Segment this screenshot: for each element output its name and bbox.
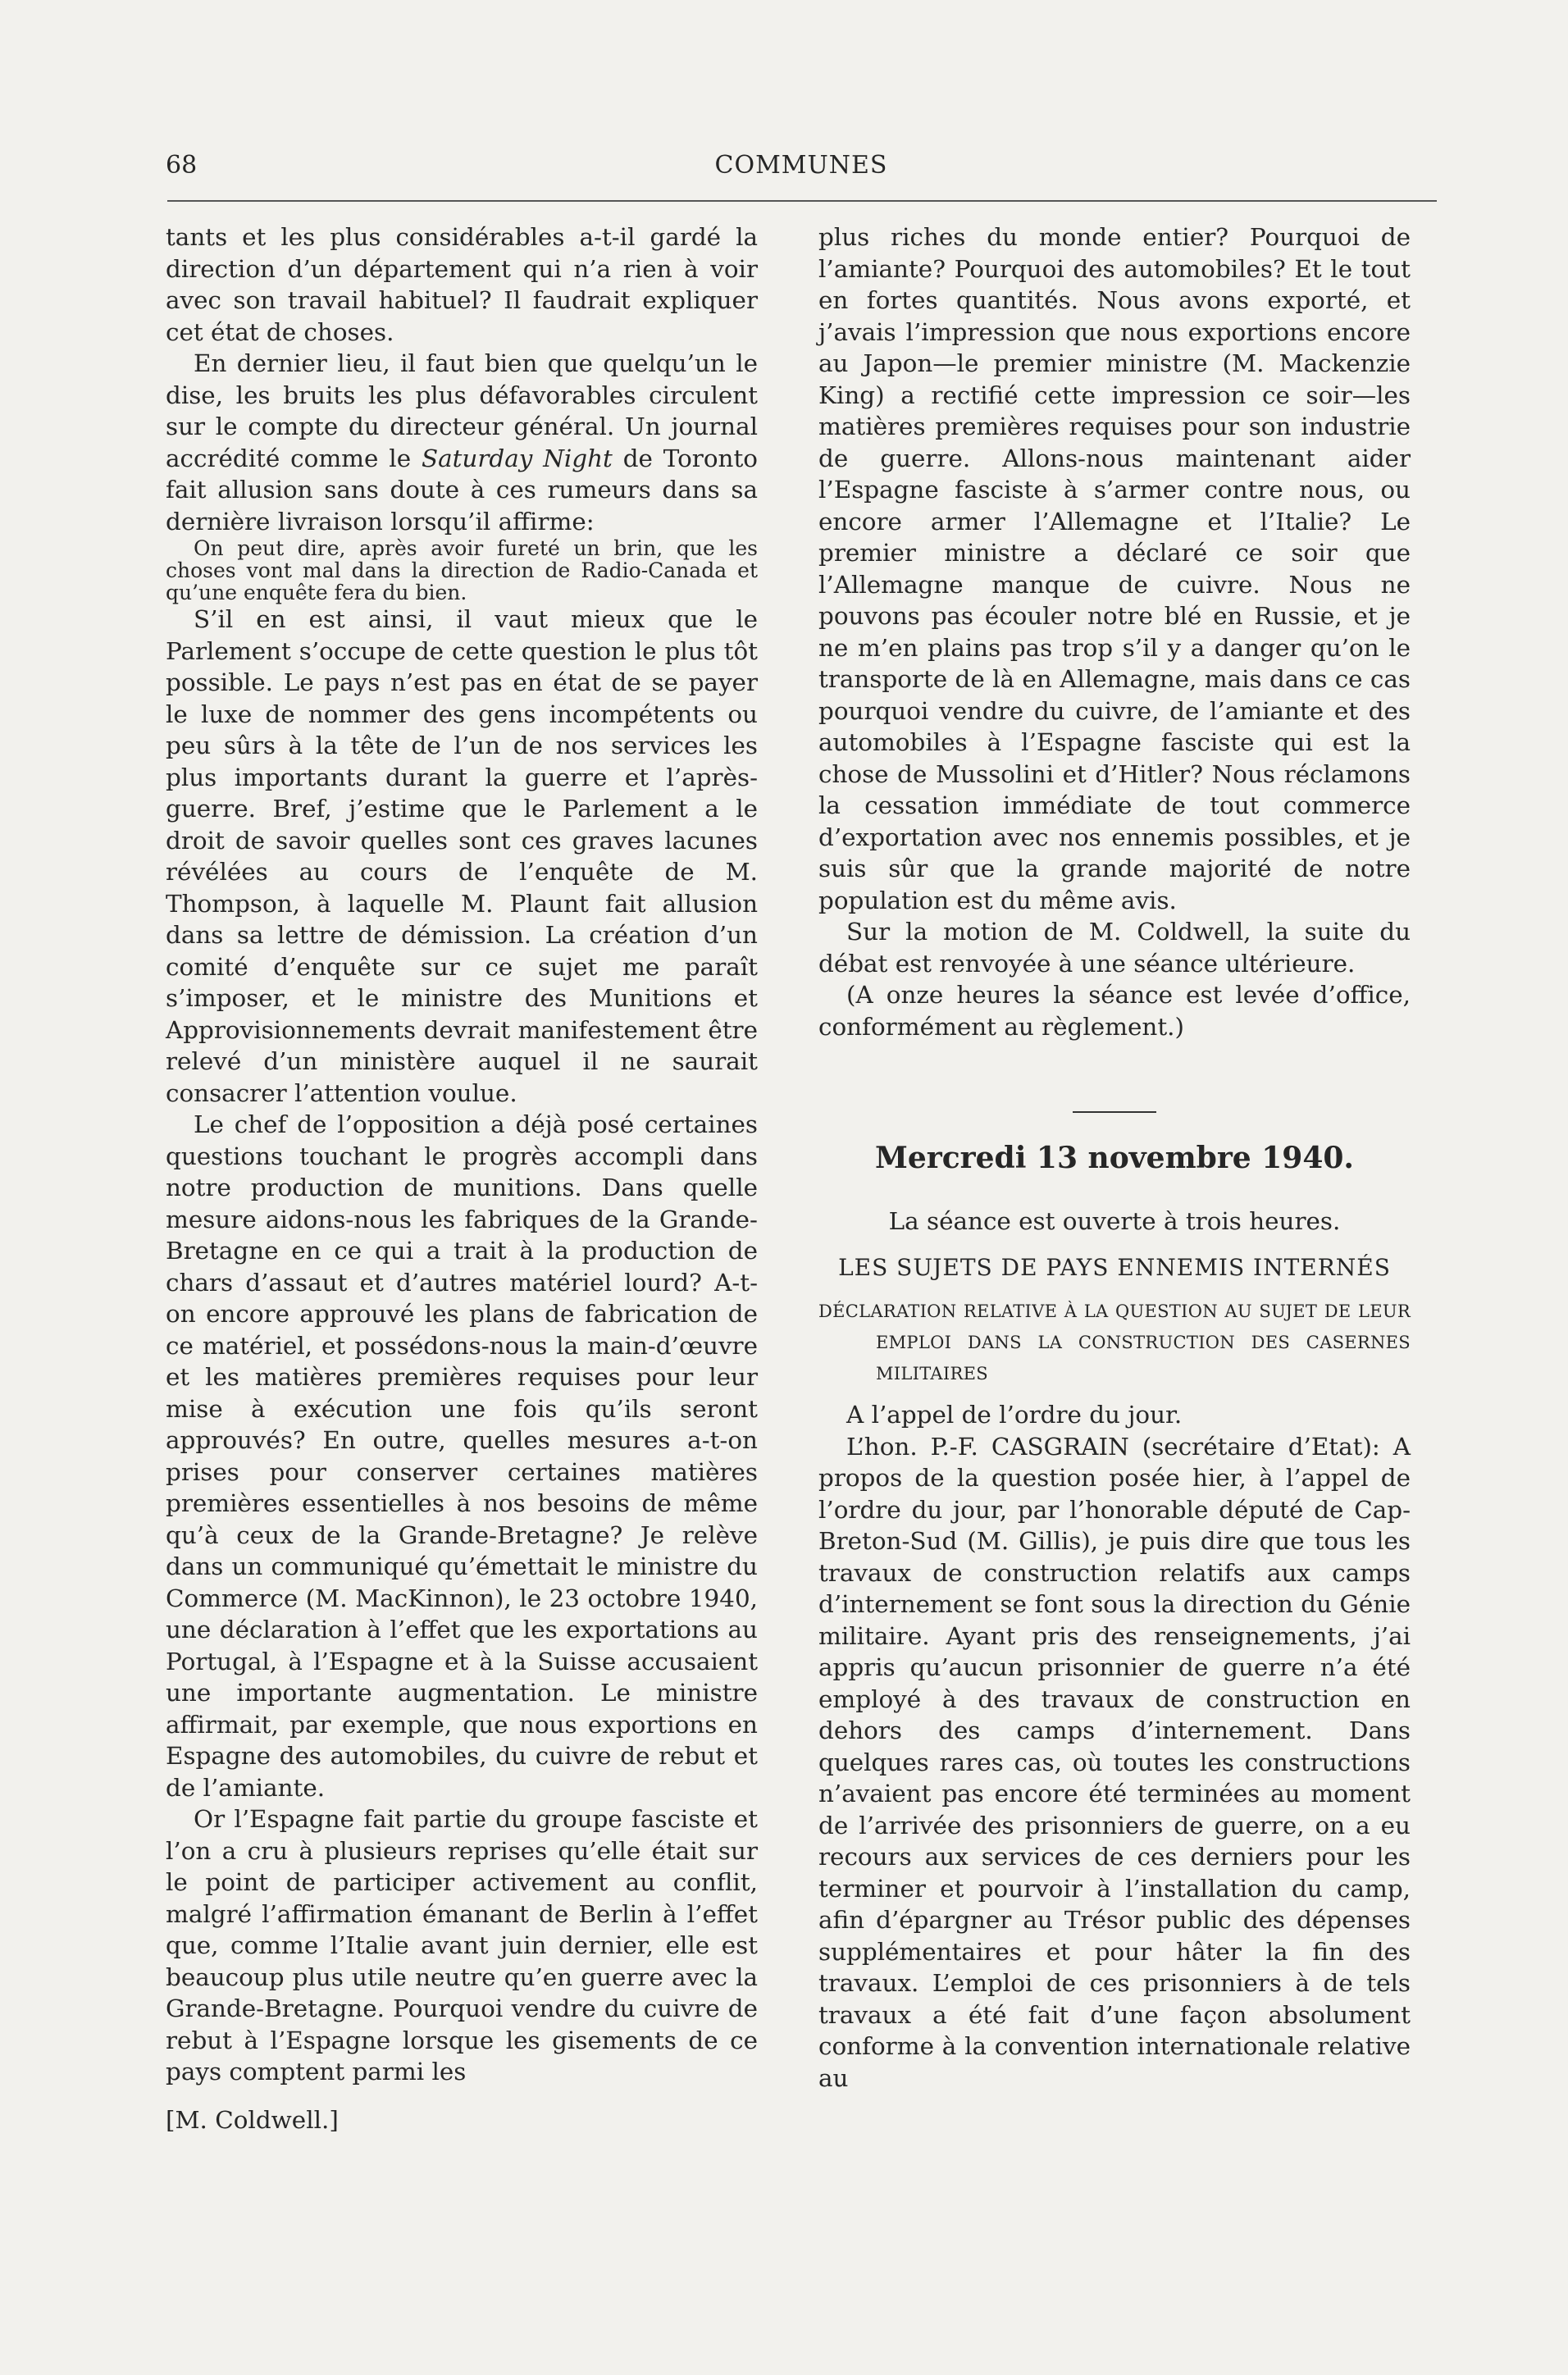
text-run: de Toronto fait allusion sans doute à ces rumeurs dans sa dernière livraison lorsqu’il affirme:	[166, 444, 758, 536]
paragraph: Sur la motion de M. Coldwell, la suite du débat est renvoyée à une séance ultérieure.	[818, 918, 1411, 978]
paragraph: Le chef de l’opposition a déjà posé certaines questions touchant le progrès accompli dans notre production de munitions. Dans quelle mesure aidons-nous les fabriques de la Grande-Bretagne en ce qui a trait à la production de chars d’assaut et d’autres matériel lourd? A-t-on encore approuvé les plans de fabrication de ce matériel, et possédons-nous la main-d’œuvre et les matières premières requises pour leur mise à exécution une fois qu’ils seront approuvés? En outre, quelles mesures a-t-on prises pour conserver certaines matières premières essentielles à nos besoins de même qu’à ceux de la Grande-Bretagne? Je relève dans un communiqué qu’émettait le ministre du Commerce (M. MacKinnon), le 23 octobre 1940, une déclaration à l’effet que les exportations au Portugal, à l’Espagne et à la Suisse accusaient une importante augmentation. Le ministre affirmait, par exemple, que nous exportions en Espagne des automobiles, du cuivre de rebut et de l’amiante.	[166, 1110, 758, 1802]
italic-title: Saturday Night	[421, 444, 613, 472]
paragraph	[166, 348, 758, 537]
paragraph: Or l’Espagne fait partie du groupe fasciste et l’on a cru à plusieurs reprises qu’elle était sur le point de participer activement au conflit, malgré l’affirmation émanant de Berlin à l’effet que, comme l’Italie avant juin dernier, elle est beaucoup plus utile neutre qu’en guerre avec la Grande-Bretagne. Pourquoi vendre du cuivre de rebut à l’Espagne lorsque les gisements de ce pays comptent parmi les	[166, 1805, 758, 2086]
session-opening: La séance est ouverte à trois heures.	[888, 1206, 1341, 1235]
section-separator	[1073, 1111, 1156, 1113]
paragraph: S’il en est ainsi, il vaut mieux que le Parlement s’occupe de cette question le plus tôt possible. Le pays n’est pas en état de se payer le luxe de nommer des gens incompétents ou peu sûrs à la tête de l’un de nos services les plus importants durant la guerre et l’après-guerre. Bref, j’estime que le Parlement a le droit de savoir quelles sont ces graves lacunes révélées au cours de l’enquête de M. Thompson, à laquelle M. Plaunt fait allusion dans sa lettre de démission. La création d’un comité d’enquête sur ce sujet me paraît s’imposer, et le ministre des Munitions et Approvisionnements devrait manifestement être relevé d’un ministère auquel il ne saurait consacrer l’attention voulue.	[166, 605, 758, 1107]
page-number: 68	[166, 151, 198, 180]
paragraph: A l’appel de l’ordre du jour.	[846, 1401, 1183, 1429]
right-column	[818, 221, 1411, 2094]
header-rule	[167, 200, 1437, 202]
running-head: COMMUNES	[714, 151, 888, 180]
text-run: En dernier lieu, il faut bien que quelqu’un le dise, les bruits les plus défavorables circulent sur le compte du directeur général. Un journal accrédité comme le	[166, 349, 758, 472]
text-run: A propos de la question posée hier, à l’appel de l’ordre du jour, par l’honorable député de Cap-Breton-Sud (M. Gillis), je puis dire que tous les travaux de construction relatifs aux camps d’internement se font sous la direction du Génie militaire. Ayant pris des renseignements, j’ai appris qu’aucun prisonnier de guerre n’a été employé à des travaux de construction en dehors des camps d’internement. Dans quelques rares cas, où toutes les constructions n’avaient pas encore été terminées au moment de l’arrivée des prisonniers de guerre, on a eu recours aux services de ces derniers pour les terminer et pourvoir à l’installation du camp, afin d’épargner au Trésor public des dépenses supplémentaires et pour hâter la fin des travaux. L’emploi de ces prisonniers à de tels travaux a été fait d’une façon absolument conforme à la convention internationale relative au	[818, 1432, 1411, 2092]
speaker-attribution: [M. Coldwell.]	[166, 2105, 339, 2134]
paragraph	[818, 1431, 1411, 2095]
paragraph: plus riches du monde entier? Pourquoi de l’amiante? Pourquoi des automobiles? Et le tout en fortes quantités. Nous avons exporté, et j’avais l’impression que nous exportions encore au Japon—le premier ministre (M. Mackenzie King) a rectifié cette impression ce soir—les matières premières requises pour son industrie de guerre. Allons-nous maintenant aider l’Espagne fasciste à s’armer contre nous, ou encore armer l’Allemagne et l’Italie? Le premier ministre a déclaré ce soir que l’Allemagne manque de cuivre. Nous ne pouvons pas écouler notre blé en Russie, et je ne m’en plains pas trop s’il y a danger qu’on le transporte de là en Allemagne, mais dans ce cas pourquoi vendre du cuivre, de l’amiante et des automobiles à l’Espagne fasciste qui est la chose de Mussolini et d’Hitler? Nous réclamons la cessation immédiate de tout commerce d’exportation avec nos ennemis possibles, et je suis sûr que la grande majorité de notre population est du même avis.	[818, 223, 1411, 914]
section-subtitle: DÉCLARATION RELATIVE À LA QUESTION AU SUJET DE LEUR EMPLOI DANS LA CONSTRUCTION DES CASERNES MILITAIRES	[818, 1301, 1411, 1384]
block-quote: On peut dire, après avoir fureté un brin, que les choses vont mal dans la direction de Radio-Canada et qu’une enquête fera du bien.	[166, 536, 758, 604]
left-column	[166, 221, 758, 2136]
speaker-name: L’hon. P.-F. CASGRAIN (secrétaire d’Etat):	[846, 1432, 1380, 1461]
paragraph: tants et les plus considérables a-t-il gardé la direction d’un département qui n’a rien à voir avec son travail habituel? Il faudrait expliquer cet état de choses.	[166, 223, 758, 346]
page-header	[166, 148, 1437, 184]
date-heading: Mercredi 13 novembre 1940.	[875, 1141, 1354, 1175]
paragraph: (A onze heures la séance est levée d’office, conformément au règlement.)	[818, 981, 1411, 1041]
section-title: LES SUJETS DE PAYS ENNEMIS INTERNÉS	[838, 1254, 1391, 1281]
